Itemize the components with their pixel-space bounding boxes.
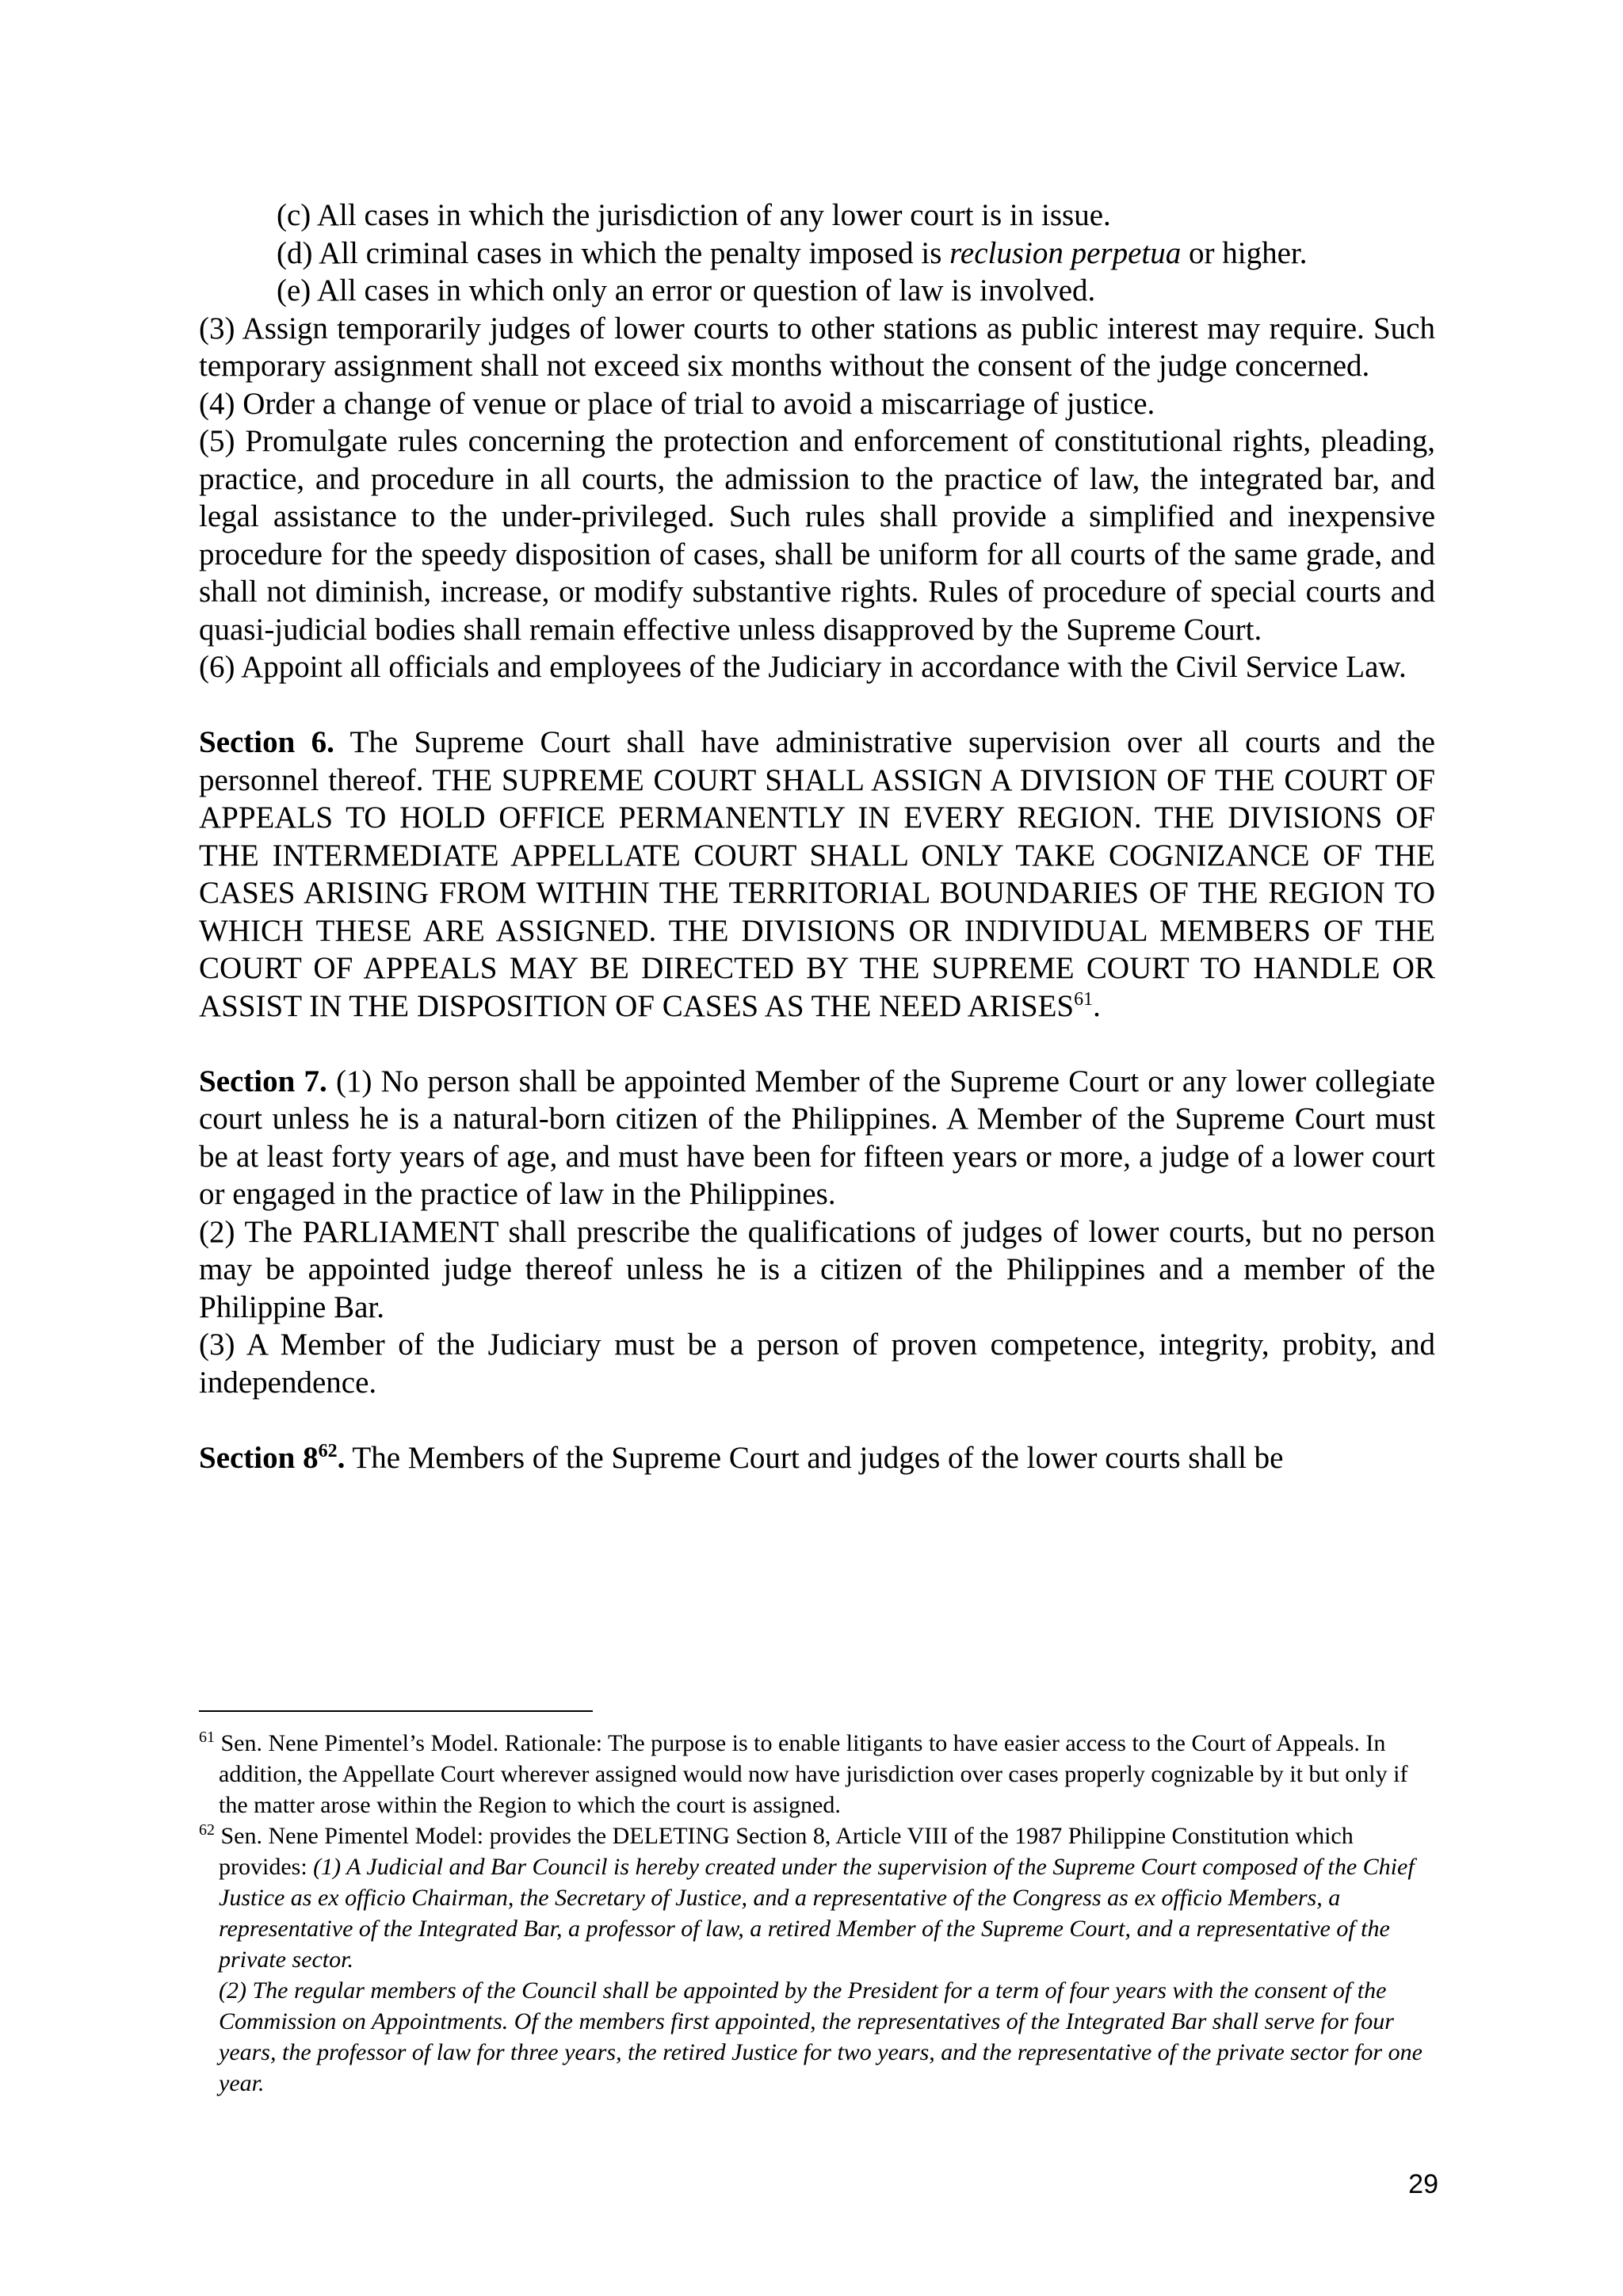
section-6-title: Section 6. — [199, 725, 334, 759]
footnote-61 — [199, 1728, 1439, 1820]
section-8-title: Section 8 — [199, 1440, 319, 1475]
section-7 — [199, 1063, 1435, 1213]
footnote-61-number: 61 — [199, 1729, 215, 1746]
spacer — [199, 1401, 1435, 1439]
footnote-62-number: 62 — [199, 1821, 215, 1839]
paragraph-6: (6) Appoint all officials and employees of the Judiciary in accordance with the Civil Service Law. — [199, 650, 1407, 684]
section-8: Section $8^{62}$. The Members of the Supreme Court and judges of the lower courts shall be — [199, 1440, 1284, 1475]
section-7-para-3: (3) A Member of the Judiciary must be a person of proven competence, integrity, probity, and independence. — [199, 1328, 1435, 1400]
paragraph-4: (4) Order a change of venue or place of trial to avoid a miscarriage of justice. — [199, 386, 1155, 421]
page-number: 29 — [1408, 2169, 1438, 2199]
body-text — [199, 197, 1435, 1477]
footnote-separator — [199, 1710, 593, 1712]
section-6: Section 6. The Supreme Court shall have administrative supervision over all courts and the personnel thereof. THE SUPREME COURT SHALL ASSIGN A DIVISION OF THE COURT OF APPEALS TO HOLD OFFICE PERMANENTLY IN EVERY REGION. THE DIVISIONS OF THE INTERMEDIATE APPELLATE COURT SHALL ONLY TAKE COGNIZANCE OF THE CASES ARISING FROM WITHIN THE TERRITORIAL BOUNDARIES OF THE REGION TO WHICH THESE ARE ASSIGNED. THE DIVISIONS OR INDIVIDUAL MEMBERS OF THE COURT OF APPEALS MAY BE DIRECTED BY THE SUPREME COURT TO HANDLE OR ASSIST IN THE DISPOSITION OF CASES AS THE NEED ARISES$^{61}$. — [199, 725, 1435, 1023]
footnote-ref-61[interactable]: 61 — [1074, 988, 1094, 1010]
section-7-para-2: (2) The PARLIAMENT shall prescribe the qualifications of judges of lower courts, but no person may be appointed judge thereof unless he is a citizen of the Philippines and a member of the Philippine Bar. — [199, 1214, 1435, 1324]
item-d: (d) All criminal cases in which the penalty imposed is reclusion perpetua or higher. — [277, 235, 1308, 270]
spacer — [199, 686, 1435, 724]
item-d-italic: reclusion perpetua — [949, 235, 1182, 270]
section-7-title: Section 7. — [199, 1064, 327, 1098]
item-c: (c) All cases in which the jurisdiction of any lower court is in issue. — [277, 198, 1111, 232]
footnote-61-text: Sen. Nene Pimentel’s Model. Rationale: The purpose is to enable litigants to have easier access to the Court of Appeals. In addition, the Appellate Court wherever assigned would now have jurisdiction over cases properly cognizable by it but only if the matter arose within the Region to which the court is assigned. — [215, 1730, 1408, 1818]
paragraph-5: (5) Promulgate rules concerning the protection and enforcement of constitutional rights, pleading, practice, and procedure in all courts, the admission to the practice of law, the integrated bar, and legal assistance to the under-privileged. Such rules shall provide a simplified and inexpensive procedure for the speedy disposition of cases, shall be uniform for all courts of the same grade, and shall not diminish, increase, or modify substantive rights. Rules of procedure of special courts and quasi-judicial bodies shall remain effective unless disapproved by the Supreme Court. — [199, 424, 1435, 647]
footnotes — [199, 1728, 1439, 2099]
footnote-62 — [199, 1820, 1439, 1975]
section-8-text: The Members of the Supreme Court and judges of the lower courts shall be — [345, 1440, 1284, 1475]
section-7-para-1: (1) No person shall be appointed Member of the Supreme Court or any lower collegiate court unless he is a natural-born citizen of the Philippines. A Member of the Supreme Court must be at least forty years of age, and must have been for fifteen years or more, a judge of a lower court or engaged in the practice of law in the Philippines. — [199, 1064, 1435, 1211]
footnote-62-quote-2: (2) The regular members of the Council shall be appointed by the President for a term of four years with the consent of the Commission on Appointments. Of the members first appointed, the representatives of the Integrated Bar shall serve for four years, the professor of law for three years, the retired Justice for two years, and the representative of the private sector for one year. — [219, 1977, 1423, 2096]
paragraph-3: (3) Assign temporarily judges of lower courts to other stations as public interest may require. Such temporary assignment shall not exceed six months without the consent of the judge concerned. — [199, 311, 1435, 383]
spacer — [199, 1025, 1435, 1063]
footnote-62-quote-1: (1) A Judicial and Bar Council is hereby created under the supervision of the Supreme Court composed of the Chief Justice as ex officio Chairman, the Secretary of Justice, and a representative of the Congress as ex officio Members, a representative of the Integrated Bar, a professor of law, a retired Member of the Supreme Court, and a representative of the private sector. — [219, 1854, 1415, 1973]
section-6-text: The Supreme Court shall have administrative supervision over all courts and the personnel thereof. THE SUPREME COURT SHALL ASSIGN A DIVISION OF THE COURT OF APPEALS TO HOLD OFFICE PERMANENTLY IN EVERY REGION. THE DIVISIONS OF THE INTERMEDIATE APPELLATE COURT SHALL ONLY TAKE COGNIZANCE OF THE CASES ARISING FROM WITHIN THE TERRITORIAL BOUNDARIES OF THE REGION TO WHICH THESE ARE ASSIGNED. THE DIVISIONS OR INDIVIDUAL MEMBERS OF THE COURT OF APPEALS MAY BE DIRECTED BY THE SUPREME COURT TO HANDLE OR ASSIST IN THE DISPOSITION OF CASES AS THE NEED ARISES — [199, 725, 1435, 1023]
footnote-62-text: Sen. Nene Pimentel Model: provides the DELETING Section 8, Article VIII of the 1987 Philippine Constitution which provides: — [215, 1823, 1354, 1880]
item-e: (e) All cases in which only an error or question of law is involved. — [277, 273, 1096, 308]
footnote-ref-62[interactable]: 62 — [318, 1440, 338, 1461]
